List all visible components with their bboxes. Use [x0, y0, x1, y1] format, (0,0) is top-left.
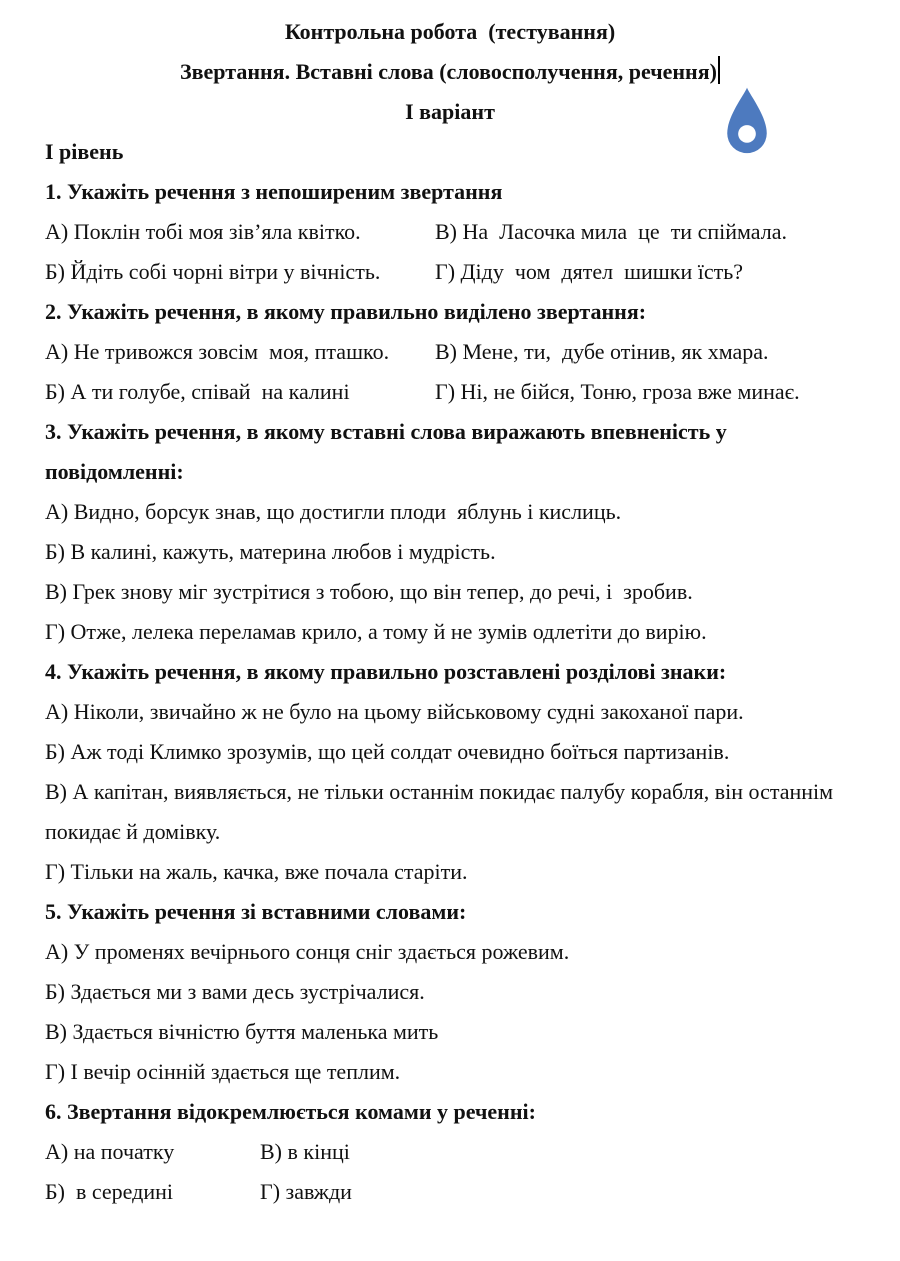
variant-label: І варіант [405, 99, 495, 124]
option-g [435, 372, 855, 412]
options-grid [45, 332, 855, 412]
option-label: Б) [45, 379, 65, 404]
option-a [45, 1132, 260, 1172]
option-text: Отже, лелека переламав крило, а тому й не зумів одлетіти до вирію. [70, 619, 707, 644]
question-6 [45, 1092, 855, 1212]
option-b [45, 732, 855, 772]
doc-title: Контрольна робота (тестування) [284, 19, 616, 44]
option-text: А ти голубе, співай на калині [70, 379, 350, 404]
option-label: Б) [45, 979, 65, 1004]
option-a [45, 332, 435, 372]
option-label: Б) [45, 539, 65, 564]
option-label: В) [260, 1139, 282, 1164]
question-heading: 5. Укажіть речення зі вставними словами: [45, 899, 467, 924]
option-v [45, 772, 855, 852]
option-label: В) [45, 579, 67, 604]
option-text: А капітан, виявляється, не тільки останнім покидає палубу корабля, він останнім покидає й домівку. [45, 779, 839, 844]
option-label: Г) [45, 619, 66, 644]
option-label: А) [45, 939, 69, 964]
option-label: Б) [45, 1179, 65, 1204]
question-heading: 4. Укажіть речення, в якому правильно розставлені розділові знаки: [45, 659, 727, 684]
option-v [45, 572, 855, 612]
option-label: А) [45, 219, 69, 244]
option-g [435, 252, 855, 292]
option-text: на початку [73, 1139, 175, 1164]
option-v [45, 1012, 855, 1052]
option-g [45, 612, 855, 652]
option-text: Мене, ти, дубе отінив, як хмара. [462, 339, 769, 364]
option-label: В) [45, 1019, 67, 1044]
option-b [45, 1172, 260, 1212]
option-text: На Ласочка мила це ти спіймала. [462, 219, 787, 244]
option-label: А) [45, 499, 69, 524]
option-text: Ні, не бійся, Тоню, гроза вже минає. [460, 379, 800, 404]
options-list [45, 492, 855, 652]
option-text: Діду чом дятел шишки їсть? [460, 259, 744, 284]
option-g [45, 852, 855, 892]
option-label: В) [435, 339, 457, 364]
option-label: А) [45, 1139, 69, 1164]
option-label: Б) [45, 739, 65, 764]
option-text: завжди [285, 1179, 352, 1204]
option-a [45, 212, 435, 252]
option-label: В) [435, 219, 457, 244]
option-label: А) [45, 699, 69, 724]
options-list [45, 932, 855, 1092]
option-b [45, 372, 435, 412]
options-grid [45, 1132, 855, 1212]
option-text: Аж тоді Климко зрозумів, що цей солдат очевидно боїться партизанів. [70, 739, 730, 764]
option-a [45, 692, 855, 732]
option-text: Грек знову міг зустрітися з тобою, що він тепер, до речі, і зробив. [72, 579, 693, 604]
option-label: А) [45, 339, 69, 364]
option-text: Здається вічністю буття маленька мить [72, 1019, 439, 1044]
question-heading: 2. Укажіть речення, в якому правильно виділено звертання: [45, 299, 647, 324]
option-v [435, 212, 855, 252]
text-cursor-icon [718, 56, 720, 84]
question-heading: 3. Укажіть речення, в якому вставні слова виражають впевненість у повідомленні: [45, 419, 733, 484]
text-selection-handle-icon[interactable] [721, 86, 773, 160]
option-text: Йдіть собі чорні вітри у вічність. [70, 259, 381, 284]
option-text: Ніколи, звичайно ж не було на цьому військовому судні закоханої пари. [73, 699, 744, 724]
question-heading: 6. Звертання відокремлюється комами у реченні: [45, 1099, 536, 1124]
option-b [45, 252, 435, 292]
option-a [45, 932, 855, 972]
option-label: В) [45, 779, 67, 804]
option-g [45, 1052, 855, 1092]
option-text: В калині, кажуть, материна любов і мудрість. [70, 539, 496, 564]
level-label: І рівень [45, 139, 124, 164]
option-text: в середині [70, 1179, 173, 1204]
options-grid [45, 212, 855, 292]
option-v [260, 1132, 855, 1172]
question-3 [45, 412, 855, 652]
option-v [435, 332, 855, 372]
question-4 [45, 652, 855, 892]
option-text: Тільки на жаль, качка, вже почала старіти. [70, 859, 468, 884]
option-label: Г) [260, 1179, 281, 1204]
option-label: Г) [435, 379, 456, 404]
option-text: Не тривожся зовсім моя, пташко. [73, 339, 390, 364]
option-label: Б) [45, 259, 65, 284]
doc-subtitle: Звертання. Вставні слова (словосполучення, речення) [180, 59, 717, 84]
option-a [45, 492, 855, 532]
option-text: Поклін тобі моя зів’яла квітко. [73, 219, 361, 244]
option-b [45, 532, 855, 572]
option-g [260, 1172, 855, 1212]
options-list [45, 692, 855, 892]
question-2 [45, 292, 855, 412]
option-b [45, 972, 855, 1012]
option-text: Здається ми з вами десь зустрічалися. [70, 979, 425, 1004]
question-5 [45, 892, 855, 1092]
option-label: Г) [435, 259, 456, 284]
option-text: І вечір осінній здається ще теплим. [70, 1059, 401, 1084]
question-1 [45, 172, 855, 292]
question-heading: 1. Укажіть речення з непоширеним звертання [45, 179, 503, 204]
option-label: Г) [45, 859, 66, 884]
option-label: Г) [45, 1059, 66, 1084]
drop-shape [721, 86, 773, 160]
option-text: в кінці [287, 1139, 350, 1164]
option-text: Видно, борсук знав, що достигли плоди яблунь і кислиць. [73, 499, 622, 524]
option-text: У променях вечірнього сонця сніг здається рожевим. [73, 939, 570, 964]
